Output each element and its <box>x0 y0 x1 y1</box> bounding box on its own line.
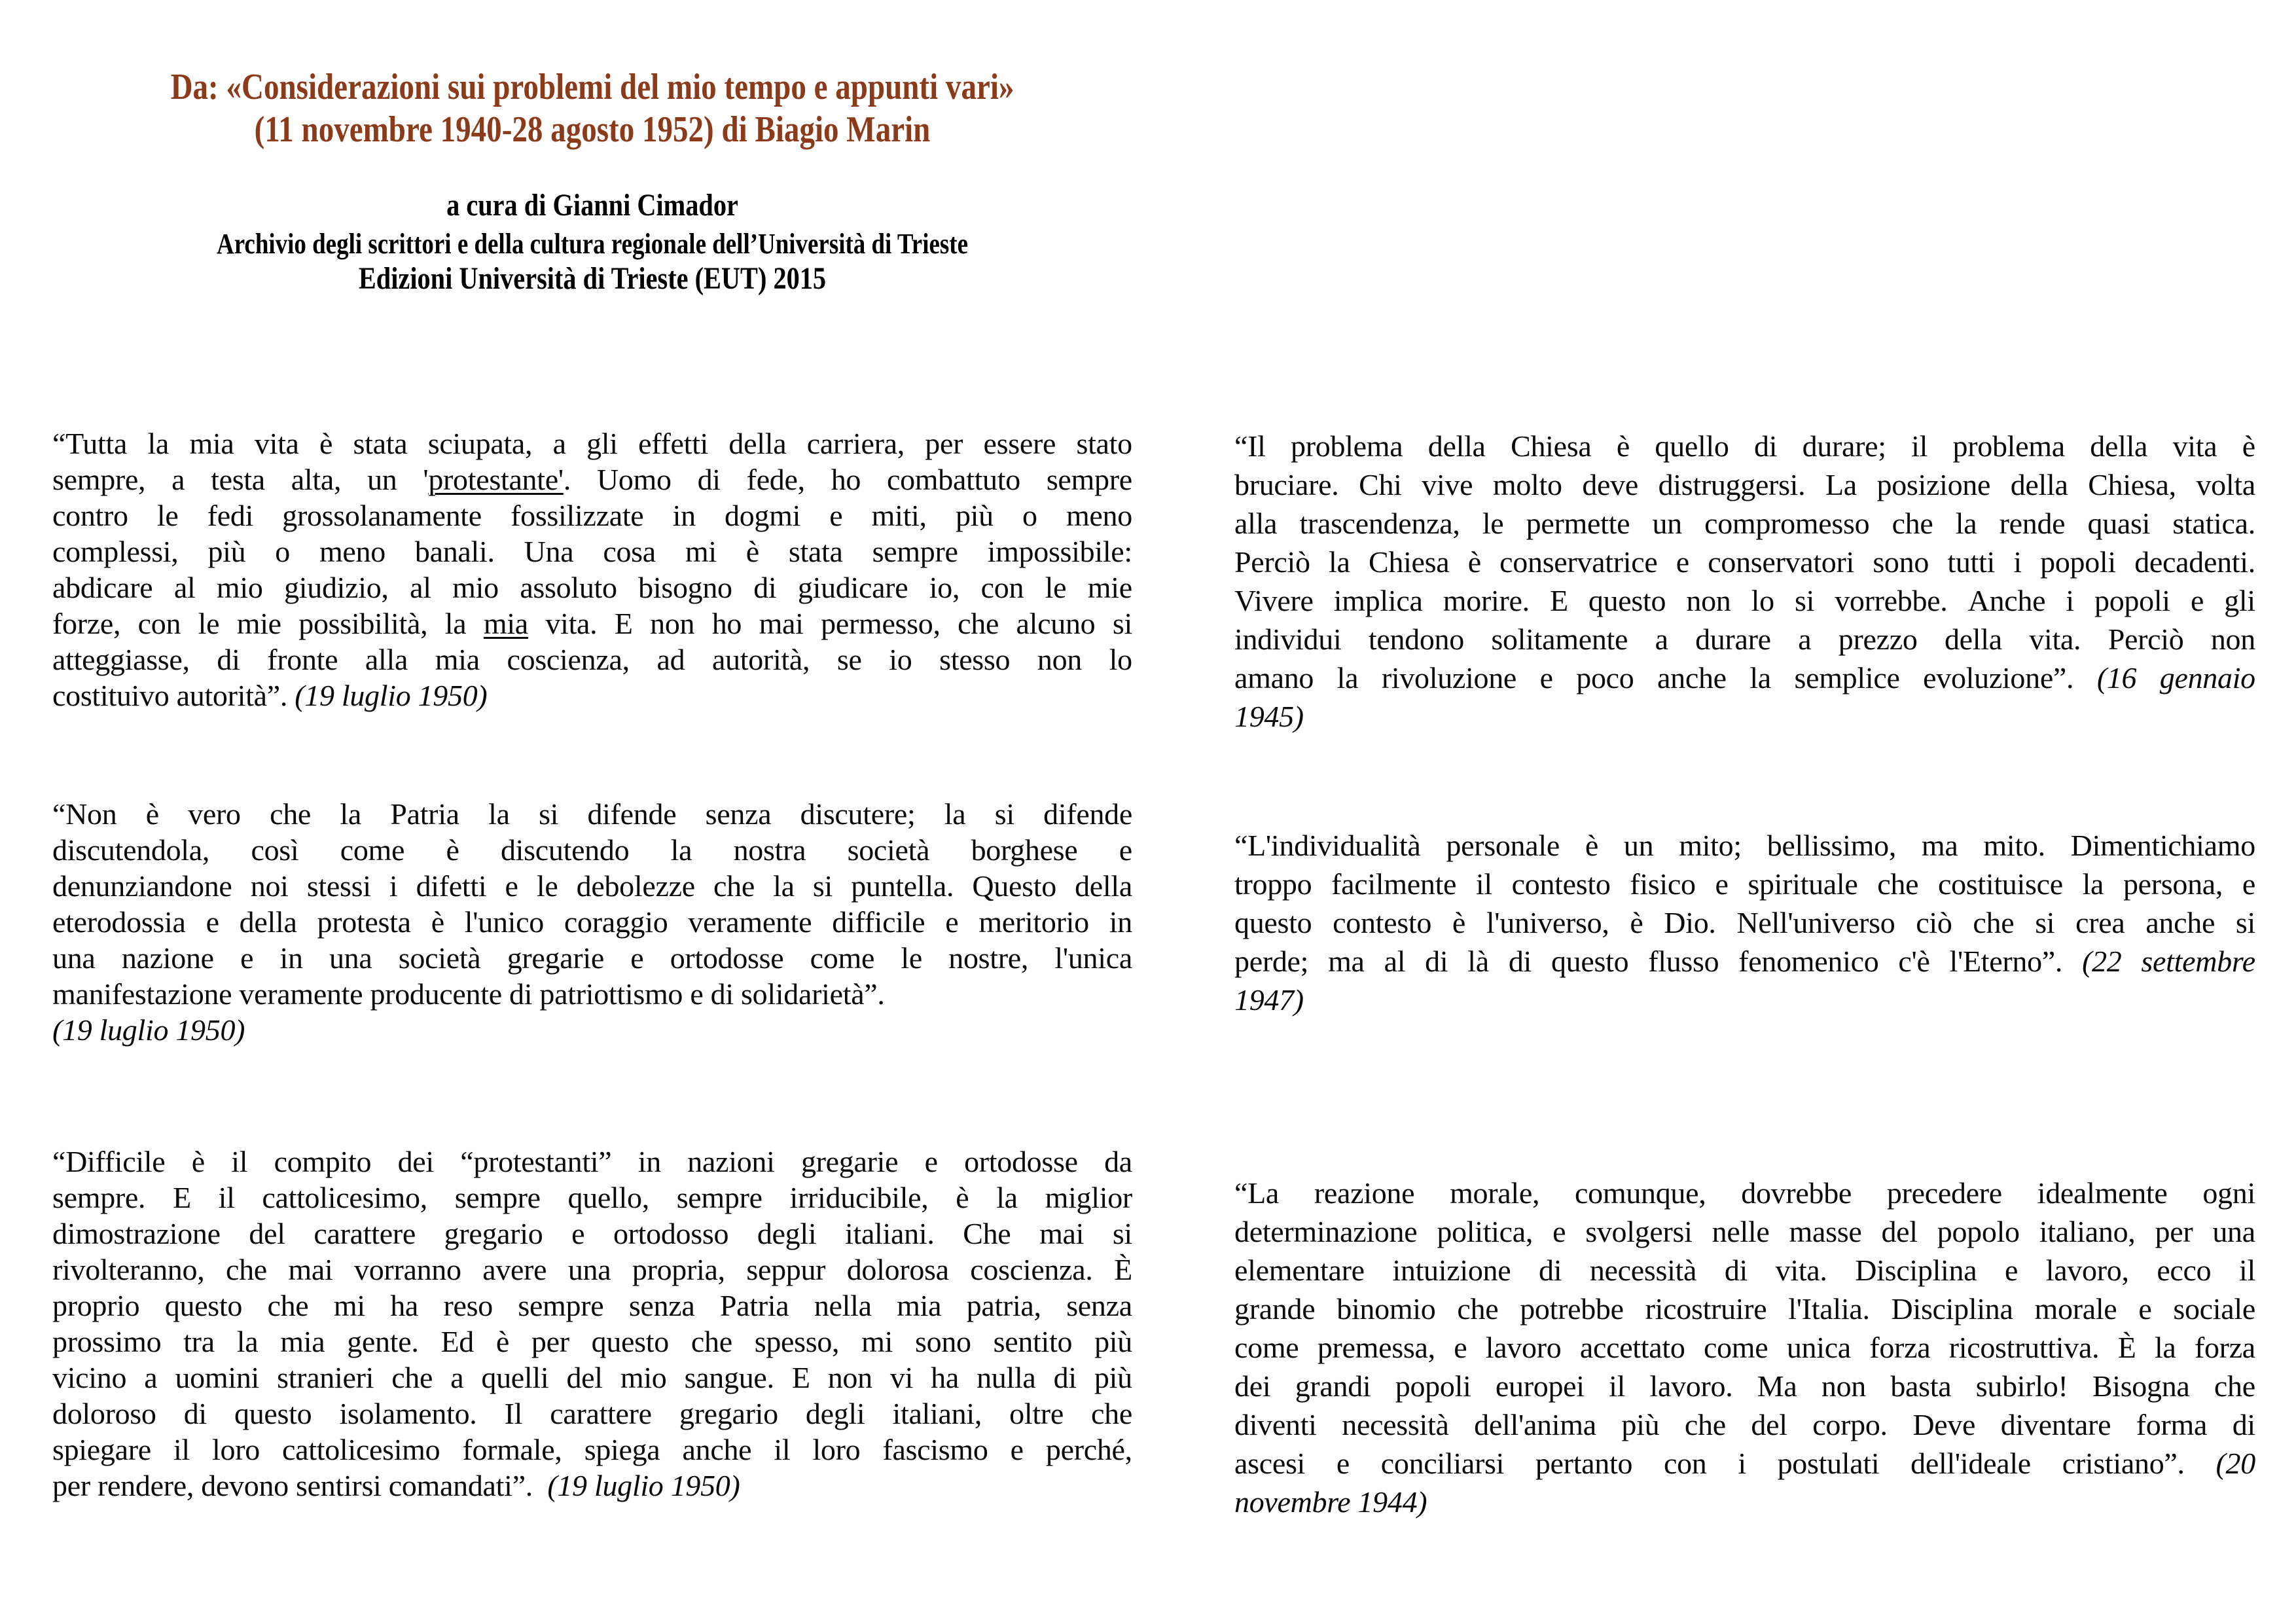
text-line: Vivere implica morire. E questo non lo si vorrebbe. Anche i popoli e gli <box>1234 584 2255 617</box>
text-line <box>1234 981 2255 1019</box>
column-left <box>52 0 1132 1504</box>
date-annotation: (20 <box>2215 1447 2255 1480</box>
text-line: atteggiasse, di fronte alla mia coscienza, ad autorità, se io stesso non lo <box>52 643 1132 676</box>
date-annotation: (19 luglio 1950) <box>547 1469 740 1502</box>
text-line: determinazione politica, e svolgersi nelle masse del popolo italiano, per una <box>1234 1215 2255 1248</box>
text-line: Perciò la Chiesa è conservatrice e conservatori sono tutti i popoli decadenti. <box>1234 545 2255 579</box>
date-annotation: 1947) <box>1234 983 1304 1017</box>
text-line: come premessa, e lavoro accettato come unica forza ricostruttiva. È la forza <box>1234 1331 2255 1364</box>
text-line: forze, con le mie possibilità, la mia vita. E non ho mai permesso, che alcuno si <box>52 607 1132 640</box>
text-line: eterodossia e della protesta è l'unico coraggio veramente difficile e meritorio in <box>52 905 1132 939</box>
text-line: elementare intuizione di necessità di vita. Disciplina e lavoro, ecco il <box>1234 1254 2255 1287</box>
text-line: discutendola, così come è discutendo la nostra società borghese e <box>52 833 1132 867</box>
date-annotation: gennaio <box>2159 661 2255 695</box>
quote-paragraph <box>52 796 1132 1048</box>
text-line: vicino a uomini stranieri che a quelli del mio sangue. E non vi ha nulla di più <box>52 1361 1132 1394</box>
column-right <box>1234 0 2255 1521</box>
text-line: dimostrazione del carattere gregario e ortodosso degli italiani. Che mai si <box>52 1217 1132 1250</box>
quote-paragraph <box>52 425 1132 713</box>
text-line: “Difficile è il compito dei “protestanti” in nazioni gregarie e ortodosse da <box>52 1145 1132 1178</box>
quote-paragraph <box>1234 826 2255 1019</box>
text-line: complessi, più o meno banali. Una cosa mi è stata sempre impossibile: <box>52 535 1132 568</box>
text-line: questo contesto è l'universo, è Dio. Nell'universo ciò che si crea anche si <box>1234 906 2255 939</box>
text-line: “L'individualità personale è un mito; bellissimo, ma mito. Dimentichiamo <box>1234 829 2255 862</box>
text-line: individui tendono solitamente a durare a prezzo della vita. Perciò non <box>1234 623 2255 656</box>
text-line: denunziandone noi stessi i difetti e le debolezze che la si puntella. Questo della <box>52 869 1132 903</box>
text-line: “La reazione morale, comunque, dovrebbe precedere idealmente ogni <box>1234 1176 2255 1210</box>
date-annotation: (16 <box>2096 661 2137 695</box>
text-line: diventi necessità dell'anima più che del corpo. Deve diventare forma di <box>1234 1408 2255 1441</box>
text-line: ascesi e conciliarsi pertanto con i postulati dell'ideale cristiano”. (20 <box>1234 1447 2255 1480</box>
text-line: “Non è vero che la Patria la si difende senza discutere; la si difende <box>52 797 1132 831</box>
quote-paragraph <box>1234 1174 2255 1521</box>
text-line: “Tutta la mia vita è stata sciupata, a gli effetti della carriera, per essere stato <box>52 427 1132 460</box>
editor-line: a cura di Gianni Cimador <box>446 188 738 223</box>
text-line: perde; ma al di là di questo flusso fenomenico c'è l'Eterno”. (22 settembre <box>1234 945 2255 978</box>
text-line: per rendere, devono sentirsi comandati”. (19 luglio 1950) <box>52 1469 740 1502</box>
text-line: alla trascendenza, le permette un compromesso che la rende quasi statica. <box>1234 507 2255 540</box>
text-line: manifestazione veramente producente di patriottismo e di solidarietà”. <box>52 977 885 1011</box>
underlined-text: mia <box>483 607 528 640</box>
text-line: “Il problema della Chiesa è quello di durare; il problema della vita è <box>1234 429 2255 463</box>
text-line: abdicare al mio giudizio, al mio assoluto bisogno di giudicare io, con le mie <box>52 571 1132 604</box>
text-line: una nazione e in una società gregarie e ortodosse come le nostre, l'unica <box>52 941 1132 975</box>
text-line <box>52 1012 1132 1048</box>
quote-paragraph <box>1234 427 2255 736</box>
text-line <box>1234 1483 2255 1521</box>
text-line: costituivo autorità”. (19 luglio 1950) <box>52 679 488 712</box>
text-line: amano la rivoluzione e poco anche la semplice evoluzione”. (16 gennaio <box>1234 661 2255 695</box>
text-line: dei grandi popoli europei il lavoro. Ma non basta subirlo! Bisogna che <box>1234 1369 2255 1403</box>
archive-line: Archivio degli scrittori e della cultura regionale dell’Università di Trieste <box>217 228 968 260</box>
text-line: sempre. E il cattolicesimo, sempre quello, sempre irriducibile, è la miglior <box>52 1181 1132 1214</box>
document-title-line2: (11 novembre 1940-28 agosto 1952) di Biagio Marin <box>254 109 931 150</box>
text-line: proprio questo che mi ha reso sempre senza Patria nella mia patria, senza <box>52 1289 1132 1322</box>
date-annotation: (19 luglio 1950) <box>295 679 488 712</box>
text-line: bruciare. Chi vive molto deve distruggersi. La posizione della Chiesa, volta <box>1234 468 2255 501</box>
date-annotation: (22 <box>2082 945 2122 978</box>
date-annotation: novembre 1944) <box>1234 1485 1427 1519</box>
date-annotation: (19 luglio 1950) <box>52 1013 245 1047</box>
text-line: spiegare il loro cattolicesimo formale, spiega anche il loro fascismo e perché, <box>52 1433 1132 1466</box>
text-line: contro le fedi grossolanamente fossilizzate in dogmi e miti, più o meno <box>52 499 1132 532</box>
text-line: sempre, a testa alta, un 'protestante'. Uomo di fede, ho combattuto sempre <box>52 463 1132 496</box>
text-line: grande binomio che potrebbe ricostruire l'Italia. Disciplina morale e sociale <box>1234 1292 2255 1326</box>
text-line: prossimo tra la mia gente. Ed è per questo che spesso, mi sono sentito più <box>52 1325 1132 1358</box>
text-line <box>1234 697 2255 736</box>
text-line: rivolteranno, che mai vorranno avere una propria, seppur dolorosa coscienza. È <box>52 1253 1132 1286</box>
text-line: troppo facilmente il contesto fisico e spirituale che costituisce la persona, e <box>1234 867 2255 901</box>
date-annotation: 1945) <box>1234 700 1304 733</box>
document-title-line1: Da: «Considerazioni sui problemi del mio tempo e appunti vari» <box>170 67 1014 107</box>
underlined-text: protestante' <box>428 463 564 496</box>
quote-paragraph <box>52 1144 1132 1504</box>
text-line: doloroso di questo isolamento. Il carattere gregario degli italiani, oltre che <box>52 1397 1132 1430</box>
edition-line: Edizioni Università di Trieste (EUT) 2015 <box>358 261 827 296</box>
date-annotation: settembre <box>2141 945 2255 978</box>
